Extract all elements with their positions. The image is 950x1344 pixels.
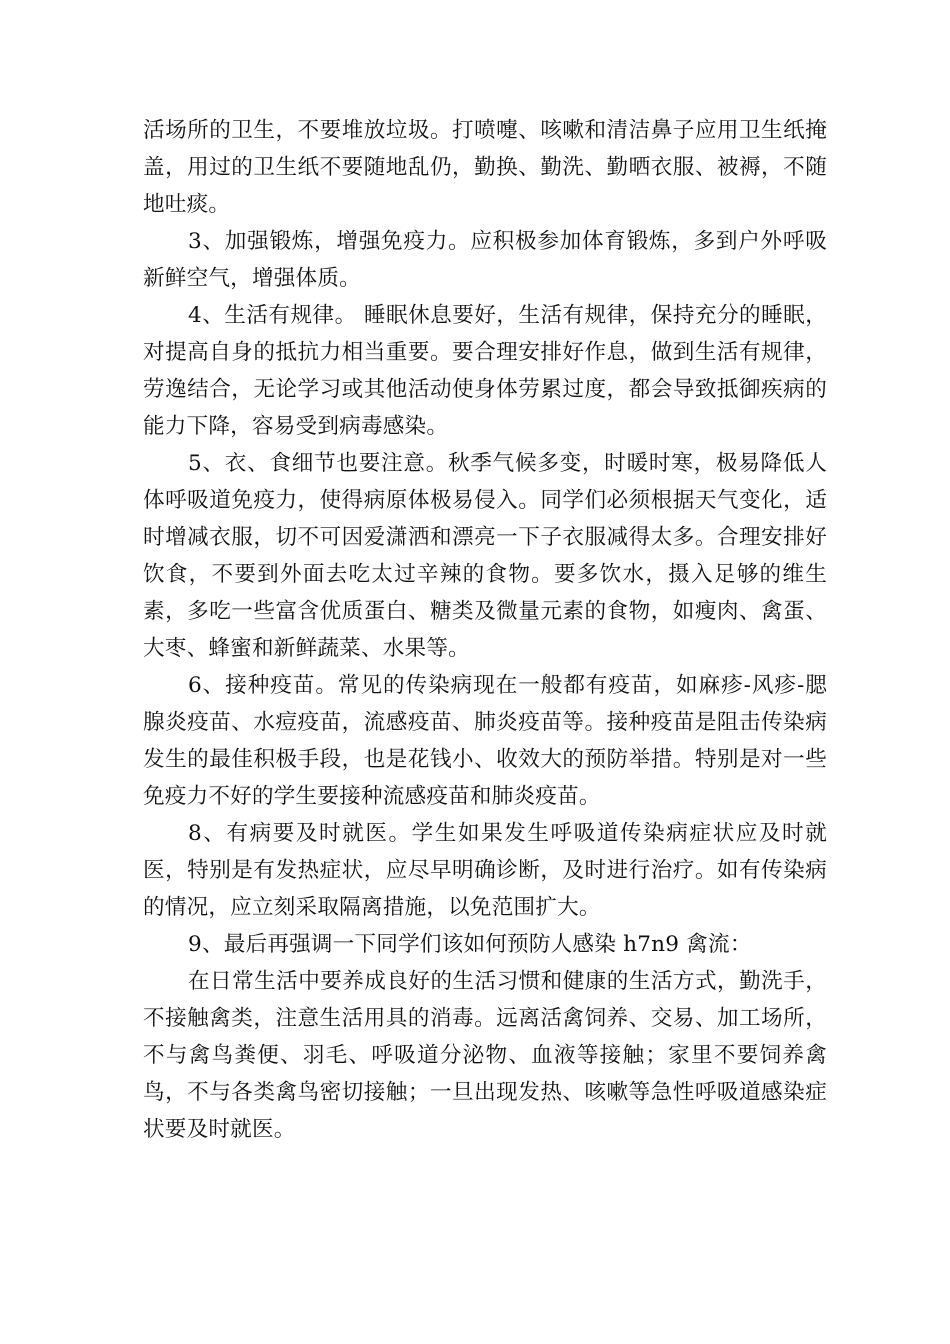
paragraph-h7n9-heading: 9、最后再强调一下同学们该如何预防人感染 h7n9 禽流： [188, 932, 752, 957]
document-body [143, 112, 827, 1148]
paragraph-exercise: 3、加强锻炼，增强免疫力。应积极参加体育锻炼，多到户外呼吸新鲜空气，增强体质。 [143, 229, 827, 291]
paragraph-vaccination: 6、接种疫苗。常见的传染病现在一般都有疫苗，如麻疹-风疹-腮腺炎疫苗、水痘疫苗，流感疫苗、肺炎疫苗等。接种疫苗是阻击传染病发生的最佳积极手段，也是花钱小、收效大的预防举措。特别是对一些免疫力不好的学生要接种流感疫苗和肺炎疫苗。 [143, 673, 827, 809]
paragraph-regular-life: 4、生活有规律。 睡眠休息要好，生活有规律，保持充分的睡眠，对提高自身的抵抗力相当重要。要合理安排好作息，做到生活有规律，劳逸结合，无论学习或其他活动使身体劳累过度，都会导致抵御疾病的能力下降，容易受到病毒感染。 [143, 303, 827, 439]
paragraph-continuation: 活场所的卫生，不要堆放垃圾。打喷嚏、咳嗽和清洁鼻子应用卫生纸掩盖，用过的卫生纸不要随地乱仍，勤换、勤洗、勤晒衣服、被褥，不随地吐痰。 [143, 118, 827, 217]
paragraph-h7n9-prevention: 在日常生活中要养成良好的生活习惯和健康的生活方式，勤洗手，不接触禽类，注意生活用具的消毒。远离活禽饲养、交易、加工场所，不与禽鸟粪便、羽毛、呼吸道分泌物、血液等接触；家里不要饲养禽鸟，不与各类禽鸟密切接触；一旦出现发热、咳嗽等急性呼吸道感染症状要及时就医。 [143, 969, 827, 1142]
paragraph-seek-medical-care: 8、有病要及时就医。学生如果发生呼吸道传染病症状应及时就医，特别是有发热症状，应尽早明确诊断，及时进行治疗。如有传染病的情况，应立刻采取隔离措施，以免范围扩大。 [143, 821, 827, 920]
paragraph-clothing-food: 5、衣、食细节也要注意。秋季气候多变，时暖时寒，极易降低人体呼吸道免疫力，使得病原体极易侵入。同学们必须根据天气变化，适时增减衣服，切不可因爱潇洒和漂亮一下子衣服减得太多。合理安排好饮食，不要到外面去吃太过辛辣的食物。要多饮水，摄入足够的维生素，多吃一些富含优质蛋白、糖类及微量元素的食物，如瘦肉、禽蛋、大枣、蜂蜜和新鲜蔬菜、水果等。 [143, 451, 827, 661]
